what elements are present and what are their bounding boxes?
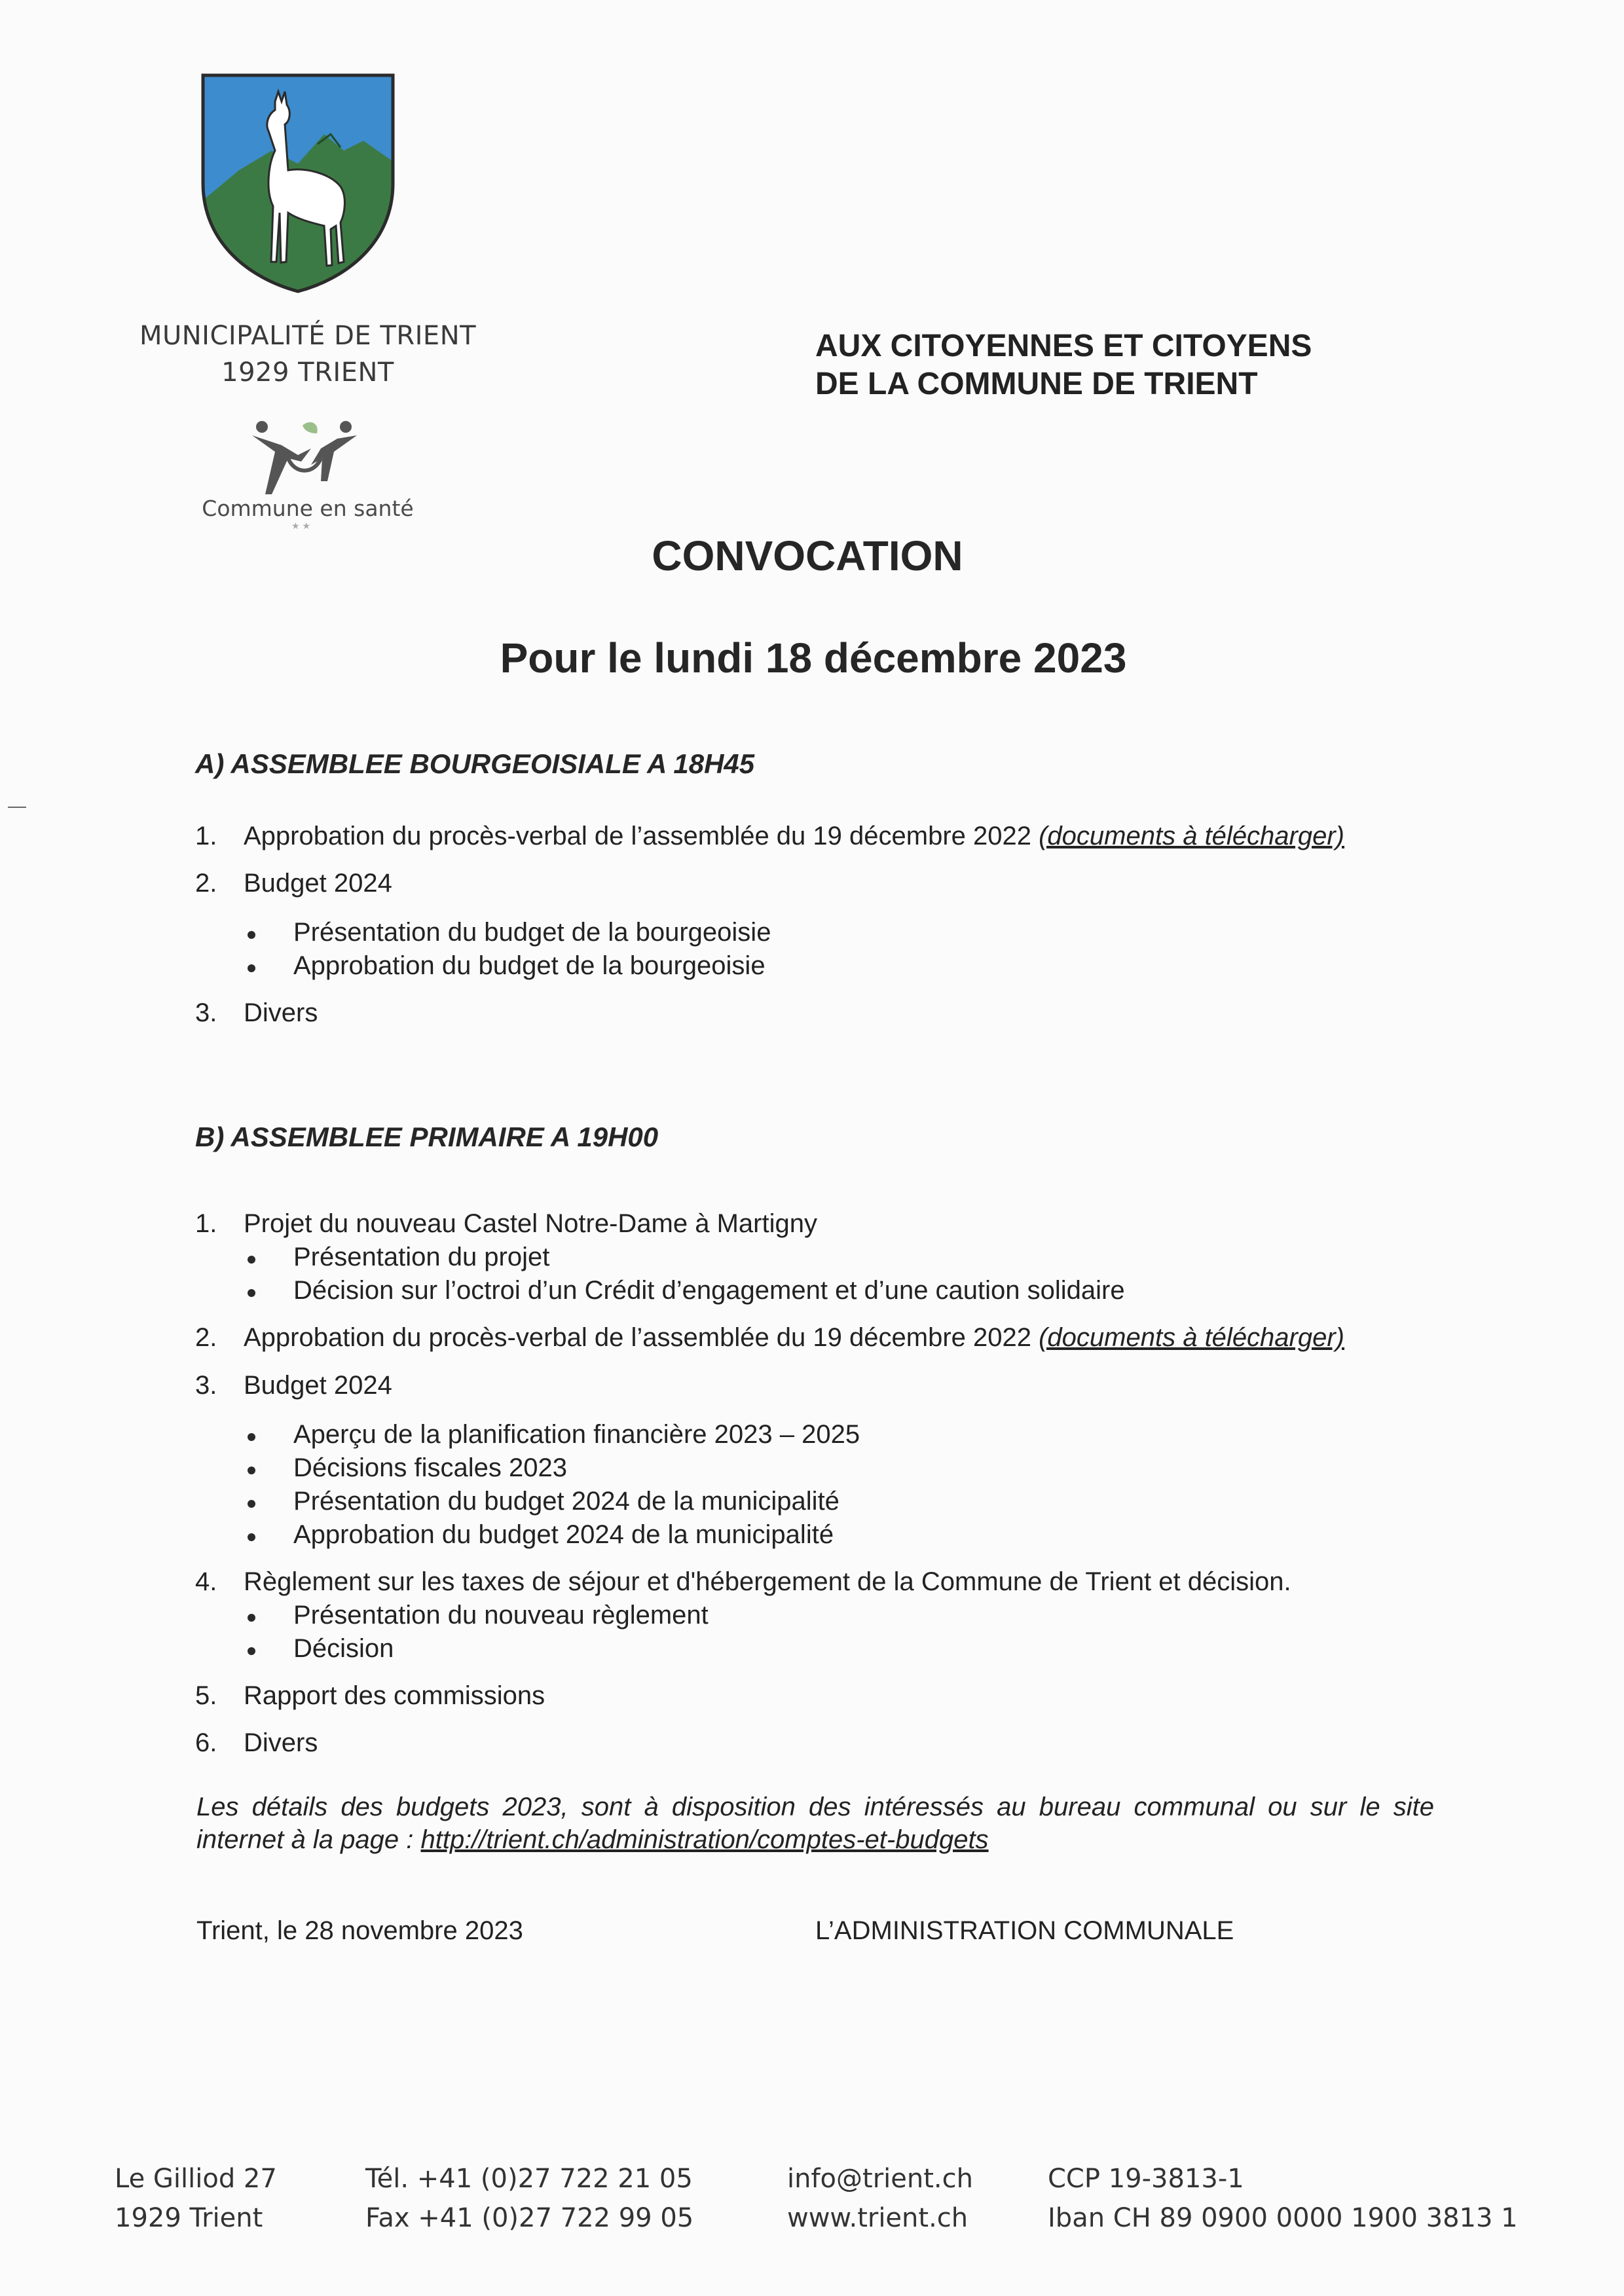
section-b-item-5 [0, 1681, 1624, 1714]
footer-address-line2: 1929 Trient [115, 2203, 263, 2233]
bullet-text: Présentation du projet [293, 1243, 550, 1271]
bullet-item [0, 1243, 1624, 1275]
note-text: Les détails des budgets 2023, sont à disposition des intéressés au bureau communal ou sur le site internet à la page : [196, 1793, 1434, 1854]
item-number: 4. [195, 1567, 217, 1596]
bullet-text: Approbation du budget 2024 de la municipalité [293, 1520, 834, 1549]
item-text: Budget 2024 [244, 1371, 392, 1400]
bullet-text: Décision [293, 1634, 394, 1663]
item-text: Divers [244, 998, 318, 1027]
item-number: 2. [195, 869, 217, 898]
bullet-text: Présentation du nouveau règlement [293, 1601, 709, 1630]
footer-phone [365, 2159, 693, 2238]
bullet-dot [248, 1533, 255, 1541]
item-text: Approbation du procès-verbal de l’assemblée du 19 décembre 2022 [244, 1323, 1039, 1352]
footer-bank [1048, 2159, 1518, 2238]
section-a-item-2 [0, 869, 1624, 902]
section-b-item-4 [0, 1567, 1624, 1600]
section-a-title: A) ASSEMBLEE BOURGEOISIALE A 18H45 [195, 748, 755, 779]
margin-mark [8, 807, 26, 808]
bullet-item [0, 1634, 1624, 1667]
meeting-date-text: Pour le lundi 18 décembre 2023 [500, 634, 1127, 682]
bullet-item [0, 918, 1624, 951]
item-text-wrap [244, 1323, 1344, 1353]
health-label: Commune en santé [202, 496, 414, 521]
bullet-text: Présentation du budget 2024 de la municipalité [293, 1487, 840, 1516]
meeting-date [0, 634, 1624, 682]
item-text: Règlement sur les taxes de séjour et d'hébergement de la Commune de Trient et décision. [244, 1567, 1291, 1596]
bullet-item [0, 1601, 1624, 1633]
recipients [815, 327, 1312, 403]
documents-download-link[interactable]: (documents à télécharger) [1039, 822, 1345, 850]
item-number: 1. [195, 1209, 217, 1238]
item-number: 6. [195, 1728, 217, 1757]
commune-en-sante-logo [249, 419, 360, 498]
document-title-text: CONVOCATION [652, 532, 963, 579]
bullet-dot [248, 931, 255, 939]
bullet-text: Approbation du budget de la bourgeoisie [293, 951, 766, 980]
bullet-text: Aperçu de la planification financière 2023 – 2025 [293, 1420, 860, 1449]
bullet-dot [248, 1500, 255, 1508]
bullet-dot [248, 1289, 255, 1297]
bullet-item [0, 951, 1624, 984]
item-number: 3. [195, 1371, 217, 1400]
footer-ccp: CCP 19-3813-1 [1048, 2164, 1244, 2194]
bullet-dot [248, 964, 255, 972]
item-number: 3. [195, 998, 217, 1027]
bullet-dot [248, 1433, 255, 1441]
bullet-text: Décision sur l’octroi d’un Crédit d’engagement et d’une caution solidaire [293, 1276, 1125, 1305]
recipients-line2: DE LA COMMUNE DE TRIENT [815, 367, 1258, 401]
item-text: Divers [244, 1728, 318, 1757]
section-b-title: B) ASSEMBLEE PRIMAIRE A 19H00 [195, 1121, 659, 1152]
footer-iban: Iban CH 89 0900 0000 1900 3813 1 [1048, 2203, 1518, 2233]
bullet-item [0, 1420, 1624, 1453]
footer-contact [787, 2159, 973, 2238]
section-a-item-3 [0, 998, 1624, 1031]
footer-web[interactable]: www.trient.ch [787, 2203, 969, 2233]
bullet-dot [248, 1614, 255, 1622]
document-title [0, 532, 1624, 580]
item-text: Budget 2024 [244, 869, 392, 898]
bullet-item [0, 1487, 1624, 1520]
bullet-text: Présentation du budget de la bourgeoisie [293, 918, 771, 947]
footer-email[interactable]: info@trient.ch [787, 2164, 973, 2194]
budgets-url-link[interactable]: http://trient.ch/administration/comptes-et-budgets [420, 1825, 989, 1854]
crest-logo [200, 72, 396, 295]
documents-download-link[interactable]: (documents à télécharger) [1039, 1323, 1345, 1352]
item-number: 2. [195, 1323, 217, 1352]
health-stars: ★★ [291, 520, 314, 531]
bullet-item [0, 1453, 1624, 1486]
section-b-item-2 [0, 1323, 1624, 1356]
bullet-dot [248, 1467, 255, 1474]
signatory: L’ADMINISTRATION COMMUNALE [815, 1916, 1234, 1945]
section-a-item-1 [0, 822, 1624, 854]
footer-address-line1: Le Gilliod 27 [115, 2164, 277, 2194]
item-number: 5. [195, 1681, 217, 1710]
section-b-item-3 [0, 1371, 1624, 1404]
footer-tel: Tél. +41 (0)27 722 21 05 [365, 2164, 693, 2194]
section-b-item-1 [0, 1209, 1624, 1242]
municipality-name [131, 318, 485, 391]
bullet-text: Décisions fiscales 2023 [293, 1453, 567, 1482]
footer-fax: Fax +41 (0)27 722 99 05 [365, 2203, 694, 2233]
municipality-line1: MUNICIPALITÉ DE TRIENT [139, 321, 477, 351]
municipality-line2: 1929 TRIENT [221, 357, 394, 388]
bullet-dot [248, 1647, 255, 1655]
item-number: 1. [195, 822, 217, 850]
item-text: Approbation du procès-verbal de l’assemblée du 19 décembre 2022 [244, 822, 1039, 850]
bullet-item [0, 1276, 1624, 1309]
item-text: Rapport des commissions [244, 1681, 545, 1710]
item-text: Projet du nouveau Castel Notre-Dame à Martigny [244, 1209, 817, 1238]
place-date: Trient, le 28 novembre 2023 [196, 1916, 523, 1945]
recipients-line1: AUX CITOYENNES ET CITOYENS [815, 329, 1312, 363]
budget-note [196, 1791, 1434, 1856]
bullet-item [0, 1520, 1624, 1553]
bullet-dot [248, 1256, 255, 1264]
item-text-wrap [244, 822, 1344, 851]
footer-address [115, 2159, 277, 2238]
section-b-item-6 [0, 1728, 1624, 1761]
